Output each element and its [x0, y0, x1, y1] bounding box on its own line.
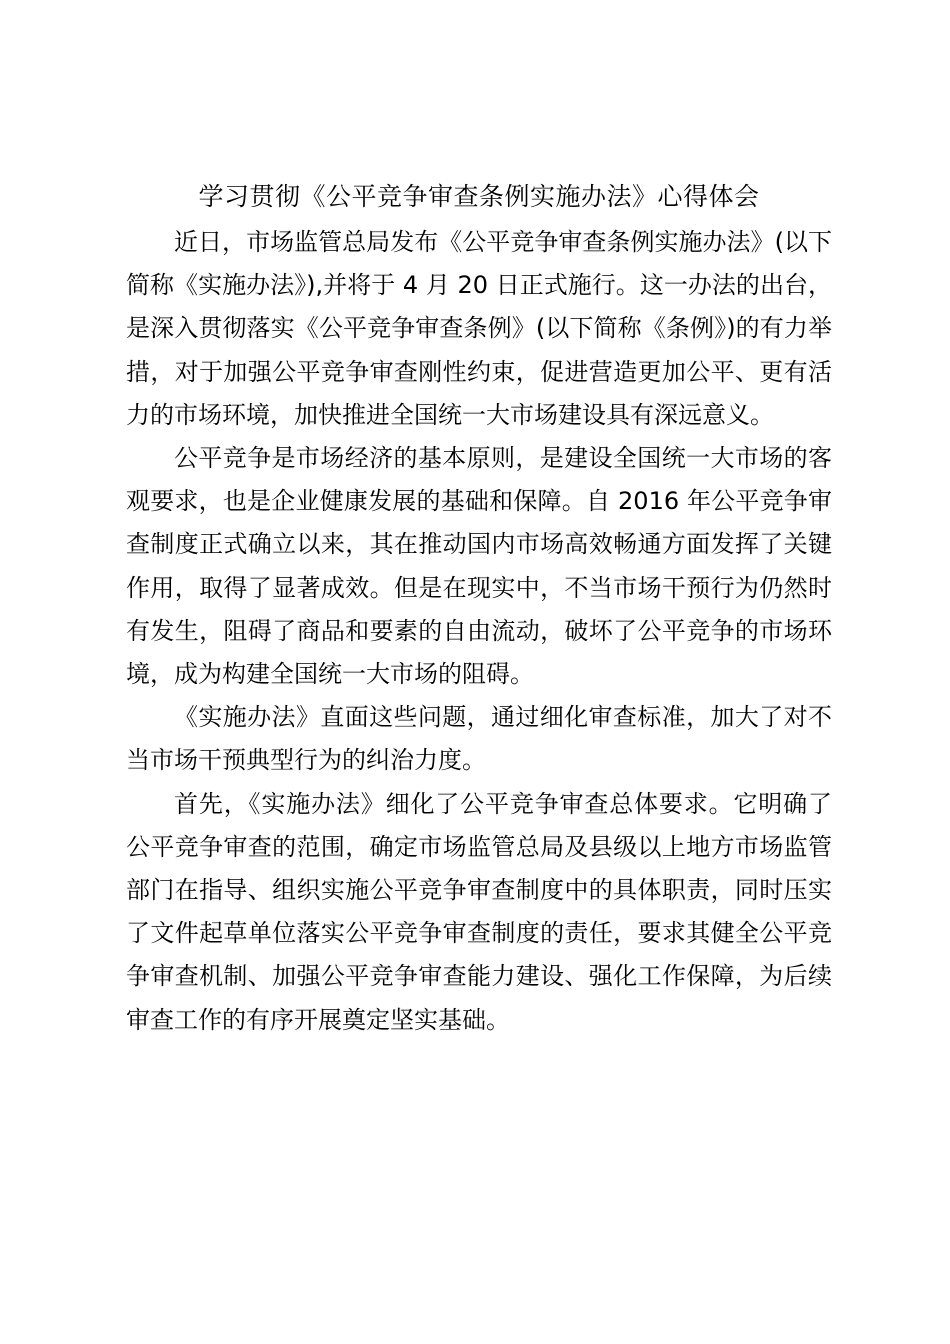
document-title: 学习贯彻《公平竞争审查条例实施办法》心得体会	[198, 182, 760, 211]
paragraph-measures: 《实施办法》直面这些问题，通过细化审查标准，加大了对不当市场干预典型行为的纠治力度。	[126, 703, 832, 775]
paragraph-intro: 近日，市场监管总局发布《公平竞争审查条例实施办法》(以下简称《实施办法》),并将于 4 月 20 日正式施行。这一办法的出台，是深入贯彻落实《公平竞争审查条例》(以下简称《条例》)的有力举措，对于加强公平竞争审查刚性约束，促进营造更加公平、更有活力的市场环境，加快推进全国统一大市场建设具有深远意义。	[126, 228, 832, 429]
paragraph-first-point: 首先，《实施办法》细化了公平竞争审查总体要求。它明确了公平竞争审查的范围，确定市场监管总局及县级以上地方市场监管部门在指导、组织实施公平竞争审查制度中的具体职责，同时压实了文件起草单位落实公平竞争审查制度的责任，要求其健全公平竞争审查机制、加强公平竞争审查能力建设、强化工作保障，为后续审查工作的有序开展奠定坚实基础。	[126, 789, 832, 1034]
paragraph-fair-competition: 公平竞争是市场经济的基本原则，是建设全国统一大市场的客观要求，也是企业健康发展的基础和保障。自 2016 年公平竞争审查制度正式确立以来，其在推动国内市场高效畅通方面发挥了关键作用，取得了显著成效。但是在现实中，不当市场干预行为仍然时有发生，阻碍了商品和要素的自由流动，破坏了公平竞争的市场环境，成为构建全国统一大市场的阻碍。	[126, 444, 832, 689]
document-body	[126, 221, 832, 1042]
